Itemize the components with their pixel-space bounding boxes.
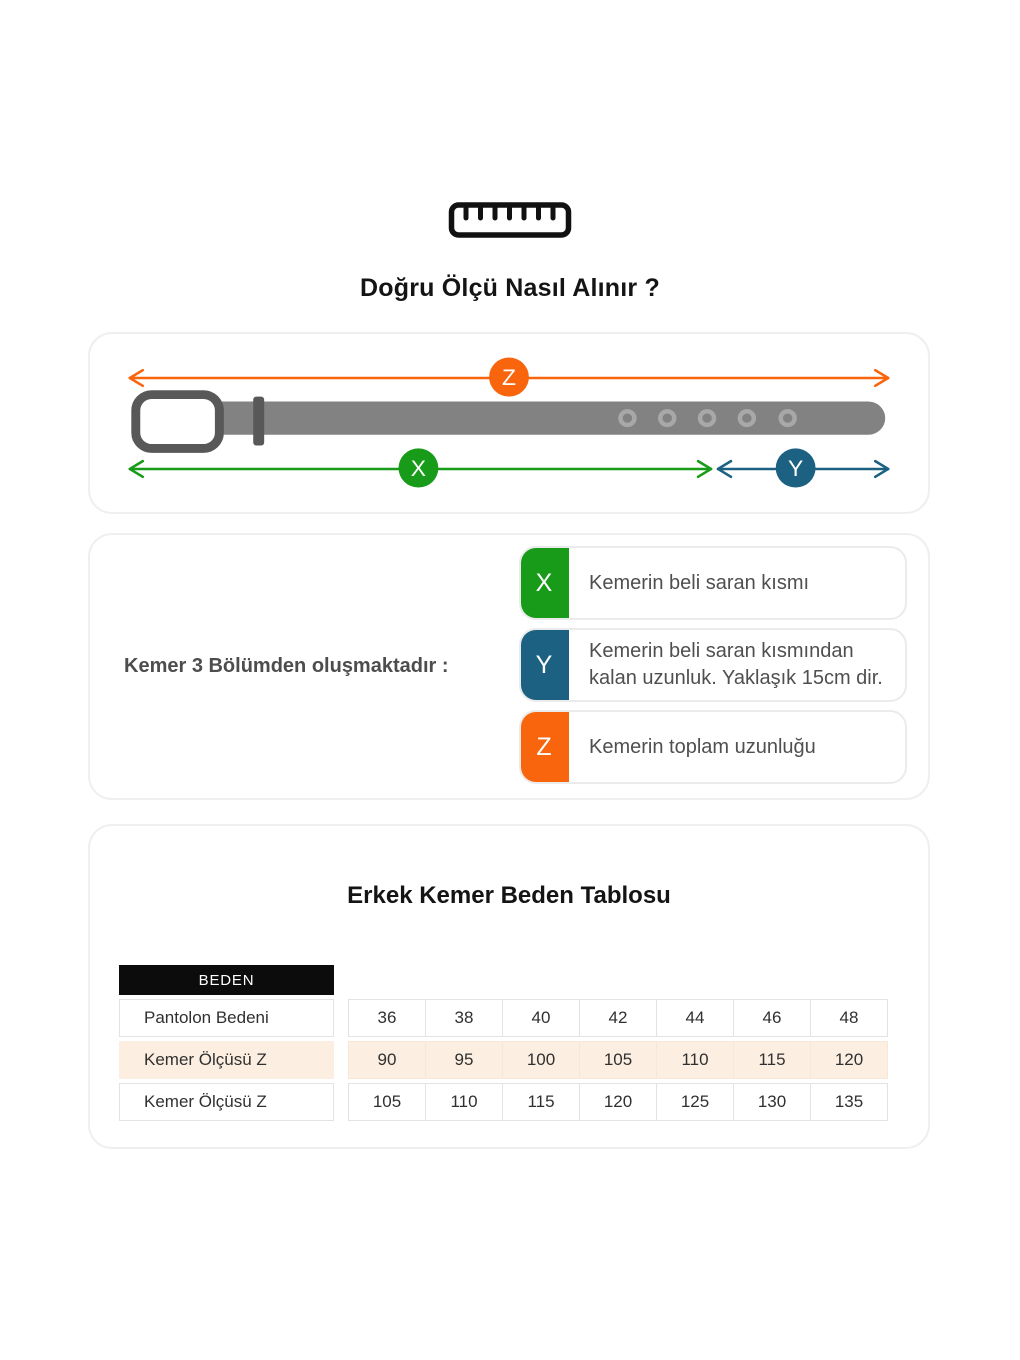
- belt-diagram: [90, 334, 928, 512]
- legend-line: Kemerin beli saran kısmından: [589, 640, 854, 662]
- legend-item-y: [519, 628, 907, 702]
- value-cell: 38: [425, 999, 503, 1037]
- y-key-badge: Y: [519, 628, 569, 702]
- y-badge: [776, 448, 816, 487]
- legend-line: kalan uzunluk. Yaklaşık 15cm dir.: [589, 667, 883, 689]
- x-key-badge: X: [519, 546, 569, 620]
- svg-text:Y: Y: [787, 454, 804, 481]
- size-table: [119, 965, 888, 1121]
- size-table-card: [88, 824, 930, 1149]
- row-label-cell: Kemer Ölçüsü Z: [119, 1083, 334, 1121]
- table-row: [348, 999, 888, 1037]
- value-cell: 36: [348, 999, 426, 1037]
- legend-line: Kemerin beli saran kısmı: [589, 571, 810, 594]
- value-cell: 115: [733, 1041, 811, 1079]
- value-cell: 125: [656, 1083, 734, 1121]
- belt-diagram-card: [88, 332, 930, 514]
- value-cell: 100: [502, 1041, 580, 1079]
- legend-item-text: [569, 548, 905, 618]
- legend-line: Kemerin toplam uzunluğu: [589, 735, 816, 758]
- size-table-values: [348, 999, 888, 1121]
- value-cell: 42: [579, 999, 657, 1037]
- svg-text:X: X: [410, 454, 427, 481]
- corner-header-cell: BEDEN: [119, 965, 334, 995]
- value-cell: 120: [810, 1041, 888, 1079]
- z-key-badge: Z: [519, 710, 569, 784]
- size-table-title: Erkek Kemer Beden Tablosu: [347, 882, 671, 909]
- value-cell: 135: [810, 1083, 888, 1121]
- legend-card: [88, 533, 930, 800]
- ruler-icon: [448, 201, 572, 239]
- legend-list: [519, 546, 907, 784]
- belt-buckle: [136, 395, 220, 449]
- legend-item-text: [569, 630, 905, 700]
- row-label-cell: Pantolon Bedeni: [119, 999, 334, 1037]
- value-cell: 95: [425, 1041, 503, 1079]
- size-table-labels: [119, 965, 334, 1121]
- belt-strap: [216, 401, 885, 434]
- value-cell: 48: [810, 999, 888, 1037]
- value-cell: 46: [733, 999, 811, 1037]
- value-cell: 105: [348, 1083, 426, 1121]
- value-cell: 105: [579, 1041, 657, 1079]
- value-cell: 110: [656, 1041, 734, 1079]
- value-cell: 115: [502, 1083, 580, 1121]
- value-cell: 110: [425, 1083, 503, 1121]
- legend-item-z: [519, 710, 907, 784]
- belt-keeper: [253, 397, 264, 446]
- value-cell: 40: [502, 999, 580, 1037]
- legend-heading: Kemer 3 Bölümden oluşmaktadır :: [124, 655, 449, 677]
- legend-item-text: [569, 712, 905, 782]
- page-title: Doğru Ölçü Nasıl Alınır ?: [360, 274, 660, 302]
- value-cell: 130: [733, 1083, 811, 1121]
- table-row: [348, 1083, 888, 1121]
- row-label-cell: Kemer Ölçüsü Z: [119, 1041, 334, 1079]
- svg-text:Z: Z: [502, 364, 516, 390]
- value-cell: 120: [579, 1083, 657, 1121]
- x-badge: [399, 448, 439, 487]
- value-cell: 44: [656, 999, 734, 1037]
- table-row: [348, 1041, 888, 1079]
- value-cell: 90: [348, 1041, 426, 1079]
- legend-item-x: [519, 546, 907, 620]
- z-badge: [489, 357, 529, 396]
- belt-illustration: [136, 395, 885, 449]
